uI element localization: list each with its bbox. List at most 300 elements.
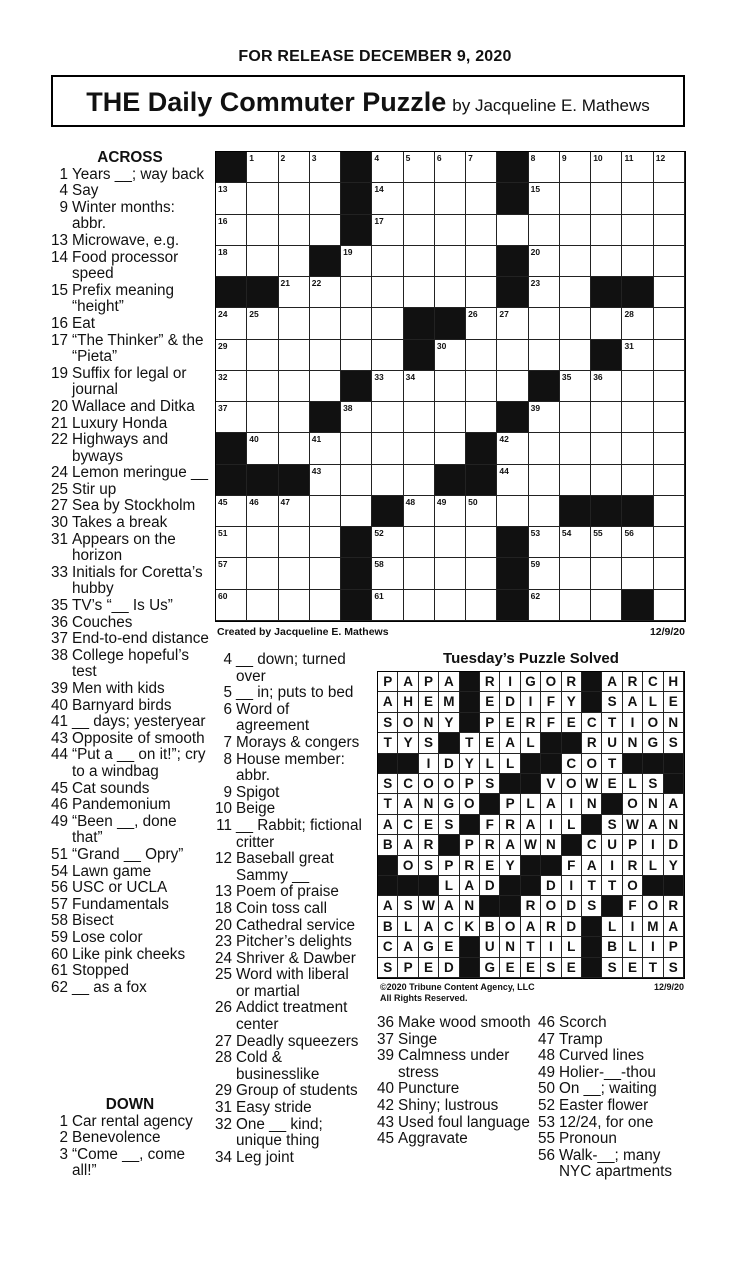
solution-letter: R	[480, 835, 500, 855]
solution-letter: C	[582, 713, 602, 733]
solution-letter: S	[419, 856, 439, 876]
puzzle-cell[interactable]	[372, 215, 403, 246]
puzzle-cell[interactable]	[310, 496, 341, 527]
solution-letter: L	[643, 856, 663, 876]
clue-down_col2-11	[212, 818, 366, 851]
puzzle-cell[interactable]	[654, 433, 685, 464]
puzzle-cell[interactable]	[560, 433, 591, 464]
solution-black-square	[664, 754, 684, 774]
clue-number: 39	[50, 680, 68, 697]
puzzle-cell[interactable]	[529, 527, 560, 558]
solution-letter: I	[541, 815, 561, 835]
puzzle-cell[interactable]	[247, 496, 278, 527]
clue-down_col2-20	[212, 918, 366, 935]
puzzle-cell[interactable]	[591, 558, 622, 589]
cell-number: 40	[249, 434, 259, 445]
clue-number: 46	[50, 796, 68, 814]
puzzle-cell[interactable]	[372, 558, 403, 589]
puzzle-cell[interactable]	[247, 402, 278, 433]
puzzle-cell[interactable]	[497, 340, 528, 371]
puzzle-cell[interactable]	[560, 402, 591, 433]
clue-down_col2-12	[212, 851, 366, 884]
puzzle-cell[interactable]	[247, 152, 278, 183]
clue-down_col2-18	[212, 901, 366, 918]
puzzle-cell[interactable]	[310, 277, 341, 308]
clue-text: Beige	[236, 800, 276, 818]
solution-black-square	[521, 774, 541, 794]
puzzle-cell[interactable]	[560, 152, 591, 183]
puzzle-cell[interactable]	[591, 215, 622, 246]
puzzle-cell[interactable]	[466, 215, 497, 246]
puzzle-cell[interactable]	[560, 246, 591, 277]
solution-letter: S	[398, 896, 418, 916]
puzzle-cell[interactable]	[435, 152, 466, 183]
clue-number: 12	[214, 850, 232, 868]
cell-number: 6	[436, 153, 442, 163]
clue-text: Easy stride	[236, 1099, 312, 1117]
puzzle-cell[interactable]	[435, 496, 466, 527]
solution-letter: H	[664, 672, 684, 692]
puzzle-cell[interactable]	[529, 496, 560, 527]
puzzle-cell[interactable]	[560, 465, 591, 496]
clue-text: Holier-__-thou	[559, 1063, 656, 1081]
black-square	[529, 371, 560, 402]
solution-letter: R	[419, 835, 439, 855]
puzzle-cell[interactable]	[435, 340, 466, 371]
clue-number: 17	[50, 331, 68, 349]
puzzle-cell[interactable]	[310, 590, 341, 621]
puzzle-cell[interactable]	[247, 433, 278, 464]
puzzle-cell[interactable]	[622, 183, 653, 214]
clue-text: Years __; way back	[72, 165, 205, 183]
clue-text: __ Rabbit; fictional critter	[236, 816, 362, 851]
puzzle-cell[interactable]	[341, 246, 372, 277]
puzzle-cell[interactable]	[279, 152, 310, 183]
cell-number: 56	[624, 528, 634, 539]
puzzle-cell[interactable]	[466, 152, 497, 183]
solution-black-square	[602, 896, 622, 916]
puzzle-cell[interactable]	[435, 527, 466, 558]
puzzle-cell[interactable]	[310, 183, 341, 214]
clue-number: 56	[50, 879, 68, 897]
puzzle-cell[interactable]	[654, 340, 685, 371]
puzzle-cell[interactable]	[435, 215, 466, 246]
cell-number: 35	[561, 371, 572, 382]
puzzle-cell[interactable]	[216, 215, 247, 246]
puzzle-cell[interactable]	[591, 433, 622, 464]
puzzle-cell[interactable]	[279, 277, 310, 308]
puzzle-cell[interactable]	[279, 183, 310, 214]
clue-text: Eat	[72, 314, 95, 332]
clue-down_col2-9	[212, 785, 366, 802]
solution-black-square	[378, 754, 398, 774]
cell-number: 16	[218, 215, 228, 226]
puzzle-cell[interactable]	[529, 558, 560, 589]
puzzle-cell[interactable]	[560, 215, 591, 246]
puzzle-cell[interactable]	[372, 152, 403, 183]
puzzle-cell[interactable]	[341, 340, 372, 371]
solution-letter: O	[623, 876, 643, 896]
puzzle-cell[interactable]	[372, 246, 403, 277]
puzzle-cell[interactable]	[591, 371, 622, 402]
puzzle-cell[interactable]	[529, 433, 560, 464]
solution-black-square	[582, 958, 602, 978]
clue-text: Initials for Coretta’s hubby	[72, 563, 203, 598]
solution-letter: E	[480, 733, 500, 753]
puzzle-cell[interactable]	[529, 308, 560, 339]
puzzle-cell[interactable]	[279, 402, 310, 433]
clue-text: __ days; yesteryear	[72, 713, 206, 731]
solution-letter: Y	[500, 856, 520, 876]
puzzle-cell[interactable]	[560, 308, 591, 339]
puzzle-cell[interactable]	[529, 465, 560, 496]
clue-number: 26	[214, 999, 232, 1017]
puzzle-cell[interactable]	[529, 246, 560, 277]
puzzle-cell[interactable]	[404, 527, 435, 558]
puzzle-grid[interactable]	[216, 152, 685, 621]
puzzle-cell[interactable]	[404, 496, 435, 527]
puzzle-cell[interactable]	[591, 527, 622, 558]
puzzle-cell[interactable]	[529, 277, 560, 308]
puzzle-cell[interactable]	[654, 277, 685, 308]
puzzle-cell[interactable]	[279, 308, 310, 339]
clue-number: 7	[223, 733, 232, 751]
puzzle-cell[interactable]	[247, 308, 278, 339]
puzzle-cell[interactable]	[497, 371, 528, 402]
puzzle-cell[interactable]	[372, 308, 403, 339]
solution-letter: Y	[439, 713, 459, 733]
solution-letter: R	[500, 815, 520, 835]
puzzle-cell[interactable]	[216, 340, 247, 371]
solution-letter: S	[602, 692, 622, 712]
puzzle-title: THE Daily Commuter Puzzle	[86, 87, 447, 117]
puzzle-cell[interactable]	[466, 590, 497, 621]
puzzle-cell[interactable]	[310, 152, 341, 183]
solution-letter: A	[643, 815, 663, 835]
puzzle-cell[interactable]	[622, 527, 653, 558]
puzzle-cell[interactable]	[216, 308, 247, 339]
puzzle-cell[interactable]	[654, 402, 685, 433]
puzzle-cell[interactable]	[279, 215, 310, 246]
clue-text: Curved lines	[559, 1047, 645, 1065]
clue-number: 53	[537, 1113, 555, 1131]
puzzle-cell[interactable]	[654, 590, 685, 621]
puzzle-cell[interactable]	[279, 496, 310, 527]
solution-black-square	[602, 794, 622, 814]
puzzle-cell[interactable]	[279, 340, 310, 371]
puzzle-cell[interactable]	[622, 308, 653, 339]
solution-letter: E	[500, 958, 520, 978]
puzzle-cell[interactable]	[654, 558, 685, 589]
solution-letter: C	[439, 917, 459, 937]
puzzle-cell[interactable]	[216, 402, 247, 433]
puzzle-cell[interactable]	[466, 183, 497, 214]
solution-letter: O	[643, 713, 663, 733]
puzzle-cell[interactable]	[404, 433, 435, 464]
puzzle-cell[interactable]	[341, 308, 372, 339]
puzzle-cell[interactable]	[247, 215, 278, 246]
black-square	[279, 465, 310, 496]
puzzle-cell[interactable]	[310, 308, 341, 339]
puzzle-cell[interactable]	[654, 215, 685, 246]
puzzle-cell[interactable]	[466, 496, 497, 527]
clue-text: Couches	[72, 613, 133, 631]
puzzle-cell[interactable]	[560, 558, 591, 589]
solution-black-square	[643, 754, 663, 774]
puzzle-cell[interactable]	[310, 215, 341, 246]
puzzle-cell[interactable]	[372, 433, 403, 464]
puzzle-cell[interactable]	[372, 527, 403, 558]
puzzle-cell[interactable]	[529, 340, 560, 371]
puzzle-cell[interactable]	[622, 340, 653, 371]
puzzle-cell[interactable]	[654, 527, 685, 558]
solution-letter: D	[500, 692, 520, 712]
clue-text: __ as a fox	[72, 978, 147, 996]
puzzle-cell[interactable]	[622, 152, 653, 183]
clue-text: College hopeful’s test	[72, 646, 190, 681]
clue-number: 34	[214, 1148, 232, 1166]
clue-number: 6	[223, 700, 232, 718]
puzzle-cell[interactable]	[247, 527, 278, 558]
puzzle-cell[interactable]	[466, 277, 497, 308]
puzzle-cell[interactable]	[591, 590, 622, 621]
solution-letter: S	[378, 774, 398, 794]
puzzle-cell[interactable]	[622, 433, 653, 464]
puzzle-cell[interactable]	[341, 465, 372, 496]
solution-letter: I	[562, 876, 582, 896]
puzzle-cell[interactable]	[435, 433, 466, 464]
solution-letter: I	[643, 835, 663, 855]
solution-black-square	[378, 856, 398, 876]
solution-black-square	[480, 794, 500, 814]
puzzle-cell[interactable]	[654, 496, 685, 527]
clue-text: TV’s “__ Is Us”	[72, 597, 173, 615]
puzzle-cell[interactable]	[341, 496, 372, 527]
black-square	[497, 183, 528, 214]
puzzle-cell[interactable]	[622, 246, 653, 277]
puzzle-cell[interactable]	[560, 527, 591, 558]
puzzle-cell[interactable]	[497, 215, 528, 246]
puzzle-cell[interactable]	[247, 590, 278, 621]
puzzle-cell[interactable]	[622, 215, 653, 246]
clue-number: 4	[59, 182, 68, 200]
puzzle-cell[interactable]	[591, 183, 622, 214]
puzzle-cell[interactable]	[622, 558, 653, 589]
puzzle-cell[interactable]	[216, 183, 247, 214]
puzzle-cell[interactable]	[372, 465, 403, 496]
puzzle-cell[interactable]	[654, 308, 685, 339]
puzzle-cell[interactable]	[654, 183, 685, 214]
solution-black-square	[582, 815, 602, 835]
puzzle-cell[interactable]	[372, 340, 403, 371]
puzzle-cell[interactable]	[341, 402, 372, 433]
puzzle-cell[interactable]	[404, 215, 435, 246]
solution-letter: I	[419, 754, 439, 774]
puzzle-cell[interactable]	[529, 183, 560, 214]
puzzle-cell[interactable]	[372, 590, 403, 621]
puzzle-cell[interactable]	[279, 371, 310, 402]
puzzle-cell[interactable]	[560, 371, 591, 402]
puzzle-cell[interactable]	[216, 371, 247, 402]
puzzle-cell[interactable]	[435, 402, 466, 433]
puzzle-cell[interactable]	[466, 558, 497, 589]
puzzle-cell[interactable]	[216, 590, 247, 621]
puzzle-cell[interactable]	[466, 308, 497, 339]
puzzle-cell[interactable]	[247, 183, 278, 214]
puzzle-cell[interactable]	[279, 590, 310, 621]
clue-down_col3-42	[374, 1098, 534, 1115]
clue-text: “Been __, done that”	[72, 812, 177, 847]
puzzle-cell[interactable]	[654, 246, 685, 277]
solution-letter: T	[460, 733, 480, 753]
puzzle-cell[interactable]	[466, 340, 497, 371]
clue-text: House member: abbr.	[236, 750, 345, 785]
cell-number: 55	[593, 528, 603, 539]
clue-across-62	[50, 980, 210, 997]
puzzle-cell[interactable]	[466, 402, 497, 433]
puzzle-cell[interactable]	[247, 558, 278, 589]
black-square	[560, 496, 591, 527]
puzzle-cell[interactable]	[529, 402, 560, 433]
clue-across-13	[50, 233, 210, 250]
puzzle-cell[interactable]	[404, 590, 435, 621]
cell-number: 1	[249, 153, 254, 163]
puzzle-cell[interactable]	[654, 465, 685, 496]
puzzle-cell[interactable]	[279, 527, 310, 558]
solution-letter: Y	[562, 692, 582, 712]
cell-number: 60	[218, 590, 228, 601]
clue-number: 4	[223, 651, 232, 668]
puzzle-cell[interactable]	[622, 465, 653, 496]
puzzle-cell[interactable]	[404, 465, 435, 496]
clue-number: 39	[376, 1047, 394, 1065]
puzzle-cell[interactable]	[435, 277, 466, 308]
clue-text: Suffix for legal or journal	[72, 364, 187, 399]
solution-letter: S	[643, 774, 663, 794]
clue-text: Microwave, e.g.	[72, 231, 180, 249]
puzzle-cell[interactable]	[529, 215, 560, 246]
puzzle-cell[interactable]	[247, 340, 278, 371]
clue-across-31	[50, 532, 210, 565]
puzzle-cell[interactable]	[497, 433, 528, 464]
puzzle-cell[interactable]	[372, 371, 403, 402]
solution-letter: C	[398, 774, 418, 794]
clue-across-58	[50, 913, 210, 930]
puzzle-cell[interactable]	[591, 402, 622, 433]
puzzle-cell[interactable]	[310, 371, 341, 402]
puzzle-cell[interactable]	[279, 433, 310, 464]
clue-across-14	[50, 250, 210, 283]
puzzle-cell[interactable]	[310, 558, 341, 589]
puzzle-cell[interactable]	[435, 371, 466, 402]
puzzle-cell[interactable]	[404, 558, 435, 589]
clue-across-45	[50, 781, 210, 798]
solution-rights: All Rights Reserved.	[380, 993, 468, 1003]
puzzle-cell[interactable]	[372, 277, 403, 308]
puzzle-cell[interactable]	[279, 246, 310, 277]
solution-letter: P	[623, 835, 643, 855]
puzzle-cell[interactable]	[404, 371, 435, 402]
puzzle-cell[interactable]	[404, 277, 435, 308]
puzzle-cell[interactable]	[404, 152, 435, 183]
clue-number: 16	[50, 314, 68, 332]
puzzle-cell[interactable]	[560, 590, 591, 621]
puzzle-cell[interactable]	[341, 277, 372, 308]
clue-number: 31	[214, 1099, 232, 1117]
puzzle-cell[interactable]	[310, 527, 341, 558]
puzzle-cell[interactable]	[310, 433, 341, 464]
puzzle-cell[interactable]	[529, 152, 560, 183]
black-square	[497, 246, 528, 277]
puzzle-cell[interactable]	[591, 152, 622, 183]
puzzle-cell[interactable]	[560, 183, 591, 214]
puzzle-cell[interactable]	[466, 246, 497, 277]
puzzle-cell[interactable]	[216, 246, 247, 277]
clue-number: 10	[214, 800, 232, 818]
puzzle-cell[interactable]	[497, 465, 528, 496]
puzzle-cell[interactable]	[310, 340, 341, 371]
solution-black-square	[541, 733, 561, 753]
puzzle-cell[interactable]	[216, 496, 247, 527]
puzzle-cell[interactable]	[279, 558, 310, 589]
puzzle-cell[interactable]	[654, 371, 685, 402]
puzzle-cell[interactable]	[247, 246, 278, 277]
puzzle-cell[interactable]	[247, 371, 278, 402]
solution-letter: I	[643, 937, 663, 957]
puzzle-cell[interactable]	[466, 527, 497, 558]
solution-letter: S	[378, 958, 398, 978]
clue-text: __ down; turned over	[236, 651, 346, 685]
clue-text: “The Thinker” & the “Pieta”	[72, 331, 204, 366]
puzzle-cell[interactable]	[622, 402, 653, 433]
clue-down_col4-55	[535, 1131, 695, 1148]
solution-black-square	[582, 692, 602, 712]
puzzle-cell[interactable]	[435, 590, 466, 621]
clue-down_col2-23	[212, 934, 366, 951]
puzzle-cell[interactable]	[404, 402, 435, 433]
puzzle-cell[interactable]	[497, 308, 528, 339]
puzzle-cell[interactable]	[341, 433, 372, 464]
puzzle-cell[interactable]	[404, 183, 435, 214]
puzzle-cell[interactable]	[435, 558, 466, 589]
solution-letter: M	[439, 692, 459, 712]
clue-text: “Come __, come all!”	[72, 1145, 186, 1180]
puzzle-cell[interactable]	[310, 465, 341, 496]
solution-letter: S	[664, 958, 684, 978]
solution-black-square	[623, 754, 643, 774]
puzzle-cell[interactable]	[435, 183, 466, 214]
puzzle-cell[interactable]	[372, 402, 403, 433]
puzzle-cell[interactable]	[560, 277, 591, 308]
puzzle-cell[interactable]	[654, 152, 685, 183]
clue-number: 42	[376, 1096, 394, 1114]
puzzle-cell[interactable]	[372, 183, 403, 214]
puzzle-cell[interactable]	[404, 246, 435, 277]
puzzle-cell[interactable]	[591, 308, 622, 339]
puzzle-cell[interactable]	[435, 246, 466, 277]
puzzle-cell[interactable]	[216, 527, 247, 558]
puzzle-cell[interactable]	[216, 558, 247, 589]
clue-across-60	[50, 947, 210, 964]
puzzle-cell[interactable]	[591, 246, 622, 277]
puzzle-cell[interactable]	[560, 340, 591, 371]
puzzle-cell[interactable]	[466, 371, 497, 402]
puzzle-cell[interactable]	[529, 590, 560, 621]
puzzle-cell[interactable]	[622, 371, 653, 402]
puzzle-cell[interactable]	[591, 465, 622, 496]
clue-text: Cat sounds	[72, 779, 150, 797]
puzzle-cell[interactable]	[497, 496, 528, 527]
